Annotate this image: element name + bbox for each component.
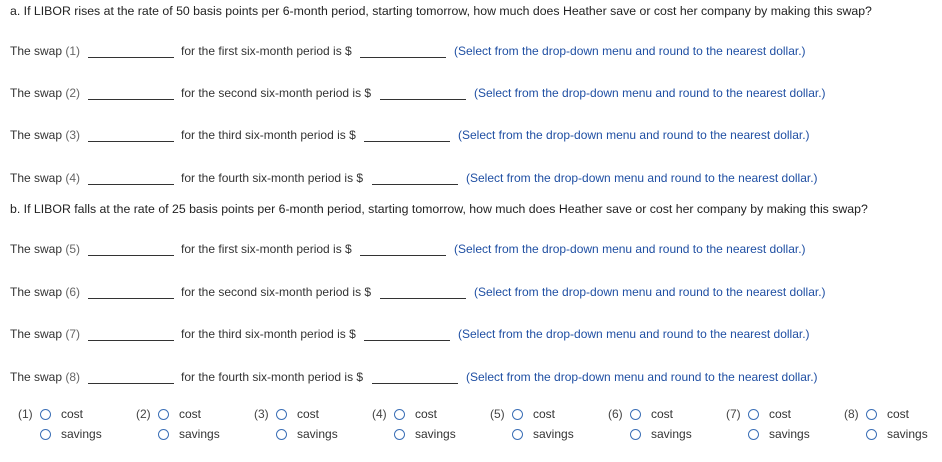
swap-row-6-note: (Select from the drop-down menu and round to the nearest dollar.) [474, 285, 826, 299]
radio-savings-3[interactable] [276, 429, 287, 440]
radio-savings-4[interactable] [394, 429, 405, 440]
radio-cost-label: cost [415, 407, 438, 421]
radio-savings-label: savings [651, 427, 692, 441]
radio-cost-label: cost [769, 407, 792, 421]
radio-cost-6[interactable] [630, 409, 641, 420]
swap-1-amount-input[interactable] [360, 57, 446, 58]
radio-cost-label: cost [179, 407, 202, 421]
radio-savings-7[interactable] [748, 429, 759, 440]
swap-row-4-period: for the fourth six-month period is $ [181, 171, 364, 185]
swap-8-dropdown[interactable] [88, 383, 174, 384]
swap-5-amount-input[interactable] [360, 255, 446, 256]
swap-row-3-period: for the third six-month period is $ [181, 128, 356, 142]
swap-7-dropdown[interactable] [88, 340, 174, 341]
swap-2-dropdown[interactable] [88, 99, 174, 100]
swap-row-2-note: (Select from the drop-down menu and round to the nearest dollar.) [474, 86, 826, 100]
radio-cost-7[interactable] [748, 409, 759, 420]
swap-row-3-note: (Select from the drop-down menu and round to the nearest dollar.) [458, 128, 810, 142]
swap-7-amount-input[interactable] [364, 340, 450, 341]
swap-row-6-period: for the second six-month period is $ [181, 285, 372, 299]
swap-row-1-period: for the first six-month period is $ [181, 44, 352, 58]
swap-row-4-prefix: The swap (4) [10, 171, 81, 185]
option-group-number: (6) [608, 407, 623, 421]
radio-cost-5[interactable] [512, 409, 523, 420]
radio-savings-label: savings [533, 427, 574, 441]
radio-cost-1[interactable] [40, 409, 51, 420]
radio-cost-2[interactable] [158, 409, 169, 420]
radio-savings-8[interactable] [866, 429, 877, 440]
swap-6-dropdown[interactable] [88, 298, 174, 299]
radio-savings-2[interactable] [158, 429, 169, 440]
swap-row-4-note: (Select from the drop-down menu and round to the nearest dollar.) [466, 171, 818, 185]
swap-row-2-prefix: The swap (2) [10, 86, 81, 100]
radio-savings-label: savings [61, 427, 102, 441]
radio-cost-label: cost [533, 407, 556, 421]
swap-row-7-note: (Select from the drop-down menu and round to the nearest dollar.) [458, 327, 810, 341]
swap-row-5-note: (Select from the drop-down menu and round to the nearest dollar.) [454, 242, 806, 256]
swap-3-amount-input[interactable] [364, 141, 450, 142]
swap-row-5-period: for the first six-month period is $ [181, 242, 352, 256]
swap-3-dropdown[interactable] [88, 141, 174, 142]
radio-savings-1[interactable] [40, 429, 51, 440]
radio-savings-label: savings [179, 427, 220, 441]
question-a: a. If LIBOR rises at the rate of 50 basis points per 6-month period, starting tomorrow, how much does Heather save or cost her company by making this swap? [10, 4, 872, 18]
swap-row-6-prefix: The swap (6) [10, 285, 81, 299]
swap-row-1-note: (Select from the drop-down menu and round to the nearest dollar.) [454, 44, 806, 58]
swap-row-8-period: for the fourth six-month period is $ [181, 370, 364, 384]
radio-cost-label: cost [887, 407, 910, 421]
swap-row-3-prefix: The swap (3) [10, 128, 81, 142]
swap-row-5-prefix: The swap (5) [10, 242, 81, 256]
radio-cost-label: cost [61, 407, 84, 421]
swap-row-8-note: (Select from the drop-down menu and round to the nearest dollar.) [466, 370, 818, 384]
swap-2-amount-input[interactable] [380, 99, 466, 100]
swap-6-amount-input[interactable] [380, 298, 466, 299]
option-group-number: (7) [726, 407, 741, 421]
swap-row-2-period: for the second six-month period is $ [181, 86, 372, 100]
option-group-number: (8) [844, 407, 859, 421]
swap-row-7-prefix: The swap (7) [10, 327, 81, 341]
option-group-number: (4) [372, 407, 387, 421]
radio-cost-3[interactable] [276, 409, 287, 420]
question-b: b. If LIBOR falls at the rate of 25 basis points per 6-month period, starting tomorrow, how much does Heather save or cost her company by making this swap? [10, 202, 868, 216]
radio-savings-6[interactable] [630, 429, 641, 440]
radio-cost-label: cost [651, 407, 674, 421]
option-group-number: (1) [18, 407, 33, 421]
swap-8-amount-input[interactable] [372, 383, 458, 384]
swap-row-7-period: for the third six-month period is $ [181, 327, 356, 341]
swap-row-8-prefix: The swap (8) [10, 370, 81, 384]
radio-savings-label: savings [887, 427, 928, 441]
option-group-number: (2) [136, 407, 151, 421]
swap-1-dropdown[interactable] [88, 57, 174, 58]
swap-4-amount-input[interactable] [372, 184, 458, 185]
radio-savings-label: savings [297, 427, 338, 441]
radio-savings-5[interactable] [512, 429, 523, 440]
radio-cost-label: cost [297, 407, 320, 421]
radio-cost-8[interactable] [866, 409, 877, 420]
option-group-number: (3) [254, 407, 269, 421]
swap-row-1-prefix: The swap (1) [10, 44, 81, 58]
swap-4-dropdown[interactable] [88, 184, 174, 185]
radio-savings-label: savings [415, 427, 456, 441]
radio-cost-4[interactable] [394, 409, 405, 420]
radio-savings-label: savings [769, 427, 810, 441]
option-group-number: (5) [490, 407, 505, 421]
swap-5-dropdown[interactable] [88, 255, 174, 256]
